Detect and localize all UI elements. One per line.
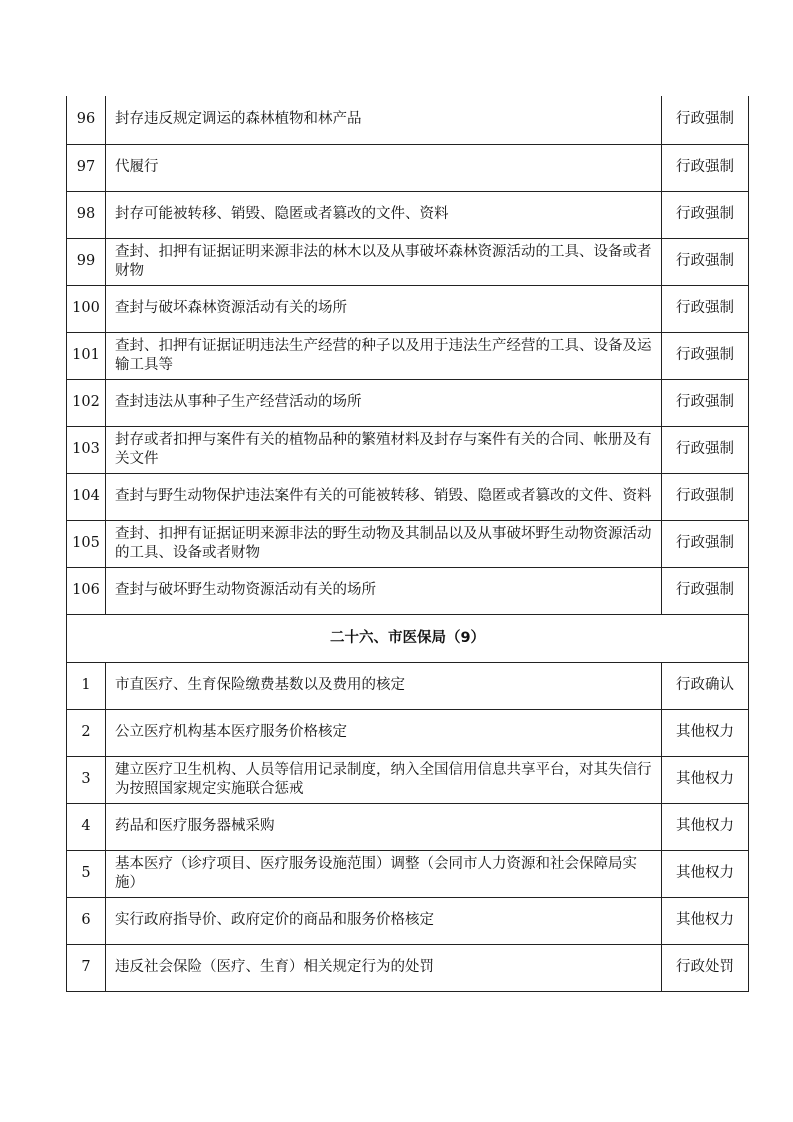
table-row [67, 238, 749, 285]
item-name: 实行政府指导价、政府定价的商品和服务价格核定 [106, 897, 662, 944]
table-row [67, 520, 749, 567]
power-type: 行政强制 [662, 191, 749, 238]
row-number: 7 [67, 944, 106, 991]
item-name: 基本医疗（诊疗项目、医疗服务设施范围）调整（会同市人力资源和社会保障局实施） [106, 850, 662, 897]
table-row [67, 897, 749, 944]
row-number: 4 [67, 803, 106, 850]
table-row [67, 379, 749, 426]
row-number: 3 [67, 756, 106, 803]
table-row [67, 96, 749, 144]
table-row [67, 191, 749, 238]
item-name: 查封违法从事种子生产经营活动的场所 [106, 379, 662, 426]
table-row [67, 803, 749, 850]
power-type: 行政强制 [662, 144, 749, 191]
row-number: 106 [67, 567, 106, 614]
table-row [67, 144, 749, 191]
item-name: 违反社会保险（医疗、生育）相关规定行为的处罚 [106, 944, 662, 991]
item-name: 查封与破坏野生动物资源活动有关的场所 [106, 567, 662, 614]
row-number: 1 [67, 662, 106, 709]
section-title: 二十六、市医保局（9） [67, 614, 749, 662]
table-row [67, 709, 749, 756]
table-row [67, 662, 749, 709]
table-row [67, 756, 749, 803]
power-type: 行政处罚 [662, 944, 749, 991]
item-name: 查封、扣押有证据证明来源非法的野生动物及其制品以及从事破坏野生动物资源活动的工具、设备或者财物 [106, 520, 662, 567]
power-type: 行政强制 [662, 285, 749, 332]
row-number: 101 [67, 332, 106, 379]
item-name: 市直医疗、生育保险缴费基数以及费用的核定 [106, 662, 662, 709]
table-row [67, 332, 749, 379]
power-type: 其他权力 [662, 709, 749, 756]
table-row [67, 473, 749, 520]
row-number: 97 [67, 144, 106, 191]
row-number: 5 [67, 850, 106, 897]
row-number: 104 [67, 473, 106, 520]
item-name: 药品和医疗服务器械采购 [106, 803, 662, 850]
table-row [67, 944, 749, 991]
row-number: 103 [67, 426, 106, 473]
row-number: 100 [67, 285, 106, 332]
power-type: 其他权力 [662, 803, 749, 850]
row-number: 102 [67, 379, 106, 426]
item-name: 查封与野生动物保护违法案件有关的可能被转移、销毁、隐匿或者篡改的文件、资料 [106, 473, 662, 520]
row-number: 99 [67, 238, 106, 285]
item-name: 代履行 [106, 144, 662, 191]
power-type: 其他权力 [662, 850, 749, 897]
power-type: 行政强制 [662, 96, 749, 144]
item-name: 查封、扣押有证据证明来源非法的林木以及从事破坏森林资源活动的工具、设备或者财物 [106, 238, 662, 285]
power-type: 行政强制 [662, 473, 749, 520]
table-row [67, 285, 749, 332]
item-name: 建立医疗卫生机构、人员等信用记录制度，纳入全国信用信息共享平台，对其失信行为按照国家规定实施联合惩戒 [106, 756, 662, 803]
power-type: 行政强制 [662, 520, 749, 567]
item-name: 封存违反规定调运的森林植物和林产品 [106, 96, 662, 144]
item-name: 查封与破坏森林资源活动有关的场所 [106, 285, 662, 332]
row-number: 96 [67, 96, 106, 144]
table-row [67, 567, 749, 614]
item-name: 封存或者扣押与案件有关的植物品种的繁殖材料及封存与案件有关的合同、帐册及有关文件 [106, 426, 662, 473]
row-number: 2 [67, 709, 106, 756]
item-name: 查封、扣押有证据证明违法生产经营的种子以及用于违法生产经营的工具、设备及运输工具等 [106, 332, 662, 379]
table-row [67, 426, 749, 473]
power-type: 行政强制 [662, 426, 749, 473]
table-row [67, 850, 749, 897]
power-type: 行政强制 [662, 567, 749, 614]
row-number: 105 [67, 520, 106, 567]
row-number: 6 [67, 897, 106, 944]
power-type: 行政强制 [662, 332, 749, 379]
power-type: 行政强制 [662, 238, 749, 285]
item-name: 封存可能被转移、销毁、隐匿或者篡改的文件、资料 [106, 191, 662, 238]
power-type: 其他权力 [662, 897, 749, 944]
power-type: 行政强制 [662, 379, 749, 426]
section-header-row [67, 614, 749, 662]
item-name: 公立医疗机构基本医疗服务价格核定 [106, 709, 662, 756]
power-list-table [66, 96, 749, 992]
power-type: 行政确认 [662, 662, 749, 709]
power-type: 其他权力 [662, 756, 749, 803]
row-number: 98 [67, 191, 106, 238]
